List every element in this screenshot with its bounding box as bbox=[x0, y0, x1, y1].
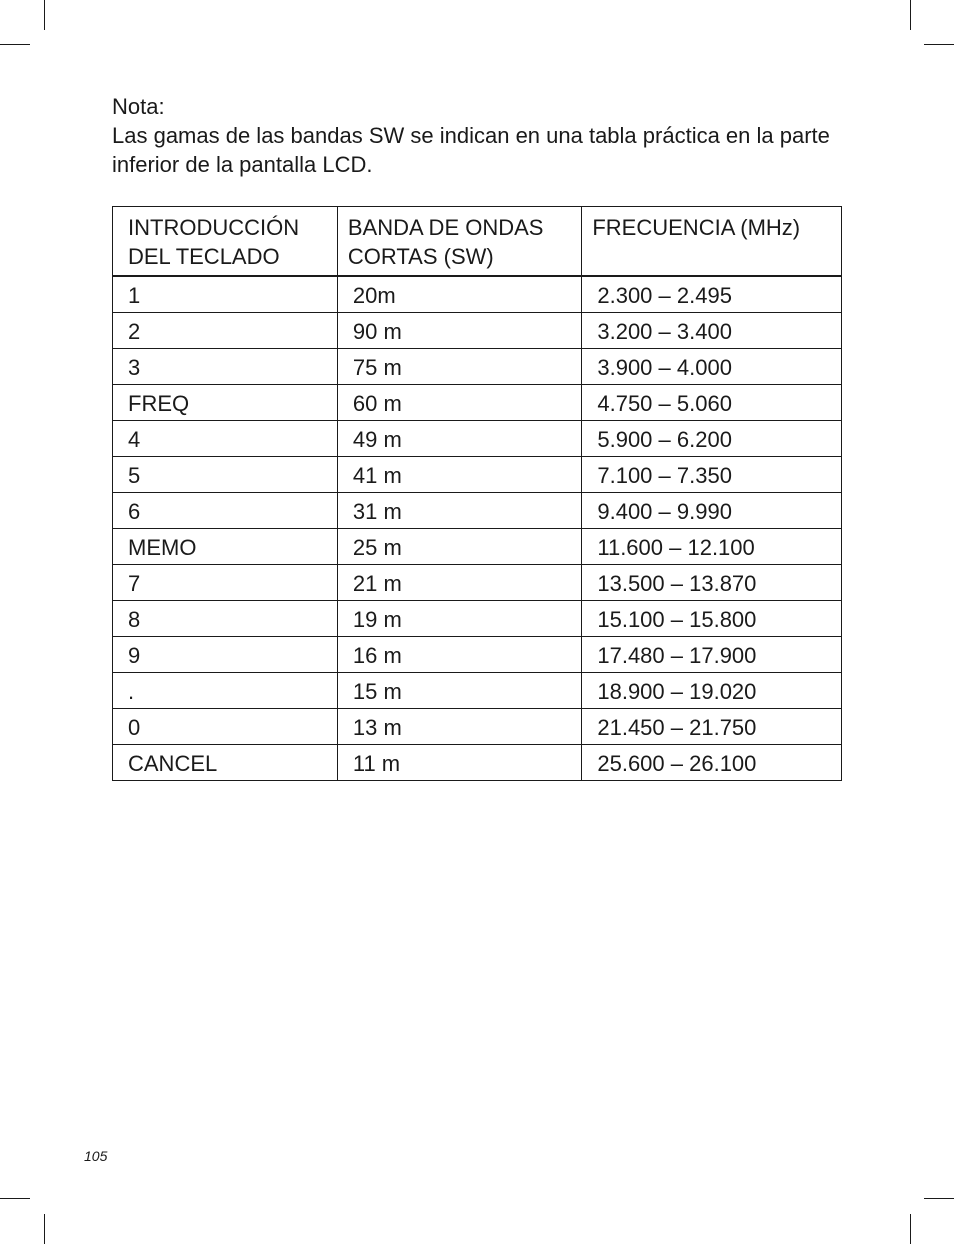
cell-keypad-input: . bbox=[113, 672, 338, 708]
cell-frequency: 13.500 – 13.870 bbox=[582, 564, 842, 600]
table-row bbox=[113, 708, 842, 744]
cell-keypad-input: 6 bbox=[113, 492, 338, 528]
sw-band-table bbox=[112, 206, 842, 781]
cell-frequency: 11.600 – 12.100 bbox=[582, 528, 842, 564]
cell-frequency: 5.900 – 6.200 bbox=[582, 420, 842, 456]
cell-frequency: 21.450 – 21.750 bbox=[582, 708, 842, 744]
cell-frequency: 3.900 – 4.000 bbox=[582, 348, 842, 384]
cell-frequency: 3.200 – 3.400 bbox=[582, 312, 842, 348]
cell-keypad-input: 1 bbox=[113, 276, 338, 312]
cell-keypad-input: 9 bbox=[113, 636, 338, 672]
cell-keypad-input: 5 bbox=[113, 456, 338, 492]
crop-mark bbox=[910, 0, 911, 30]
crop-mark bbox=[44, 0, 45, 30]
table-row bbox=[113, 384, 842, 420]
header-sw-band: BANDA DE ONDAS CORTAS (SW) bbox=[337, 207, 582, 277]
header-frequency: FRECUENCIA (MHz) bbox=[582, 207, 842, 277]
table-row bbox=[113, 600, 842, 636]
cell-sw-band: 21 m bbox=[337, 564, 582, 600]
cell-sw-band: 49 m bbox=[337, 420, 582, 456]
note-block bbox=[112, 92, 852, 179]
table-row bbox=[113, 492, 842, 528]
table-header-row bbox=[113, 207, 842, 277]
cell-sw-band: 75 m bbox=[337, 348, 582, 384]
cell-keypad-input: 4 bbox=[113, 420, 338, 456]
table-row bbox=[113, 276, 842, 312]
note-text: Las gamas de las bandas SW se indican en una tabla práctica en la parte inferior de la pantalla LCD. bbox=[112, 123, 830, 177]
crop-mark bbox=[924, 44, 954, 45]
cell-sw-band: 11 m bbox=[337, 744, 582, 780]
table-row bbox=[113, 528, 842, 564]
cell-frequency: 7.100 – 7.350 bbox=[582, 456, 842, 492]
table-body bbox=[113, 276, 842, 780]
cell-sw-band: 19 m bbox=[337, 600, 582, 636]
cell-frequency: 9.400 – 9.990 bbox=[582, 492, 842, 528]
table-row bbox=[113, 672, 842, 708]
cell-frequency: 18.900 – 19.020 bbox=[582, 672, 842, 708]
cell-sw-band: 15 m bbox=[337, 672, 582, 708]
cell-keypad-input: FREQ bbox=[113, 384, 338, 420]
table-row bbox=[113, 348, 842, 384]
cell-sw-band: 41 m bbox=[337, 456, 582, 492]
note-heading: Nota: bbox=[112, 94, 165, 119]
crop-mark bbox=[924, 1198, 954, 1199]
table-row bbox=[113, 456, 842, 492]
cell-frequency: 25.600 – 26.100 bbox=[582, 744, 842, 780]
cell-sw-band: 20m bbox=[337, 276, 582, 312]
cell-sw-band: 31 m bbox=[337, 492, 582, 528]
cell-sw-band: 25 m bbox=[337, 528, 582, 564]
table-row bbox=[113, 312, 842, 348]
cell-sw-band: 60 m bbox=[337, 384, 582, 420]
cell-keypad-input: 2 bbox=[113, 312, 338, 348]
cell-keypad-input: 8 bbox=[113, 600, 338, 636]
table-row bbox=[113, 744, 842, 780]
cell-keypad-input: 3 bbox=[113, 348, 338, 384]
table-row bbox=[113, 420, 842, 456]
cell-sw-band: 16 m bbox=[337, 636, 582, 672]
cell-frequency: 15.100 – 15.800 bbox=[582, 600, 842, 636]
crop-mark bbox=[910, 1214, 911, 1244]
cell-frequency: 4.750 – 5.060 bbox=[582, 384, 842, 420]
crop-mark bbox=[44, 1214, 45, 1244]
cell-frequency: 17.480 – 17.900 bbox=[582, 636, 842, 672]
cell-keypad-input: 0 bbox=[113, 708, 338, 744]
cell-sw-band: 90 m bbox=[337, 312, 582, 348]
cell-sw-band: 13 m bbox=[337, 708, 582, 744]
table-row bbox=[113, 564, 842, 600]
cell-keypad-input: 7 bbox=[113, 564, 338, 600]
crop-mark bbox=[0, 1198, 30, 1199]
header-keypad-input: INTRODUCCIÓN DEL TECLADO bbox=[113, 207, 338, 277]
table-row bbox=[113, 636, 842, 672]
cell-frequency: 2.300 – 2.495 bbox=[582, 276, 842, 312]
cell-keypad-input: CANCEL bbox=[113, 744, 338, 780]
crop-mark bbox=[0, 44, 30, 45]
page-number: 105 bbox=[84, 1148, 108, 1164]
cell-keypad-input: MEMO bbox=[113, 528, 338, 564]
